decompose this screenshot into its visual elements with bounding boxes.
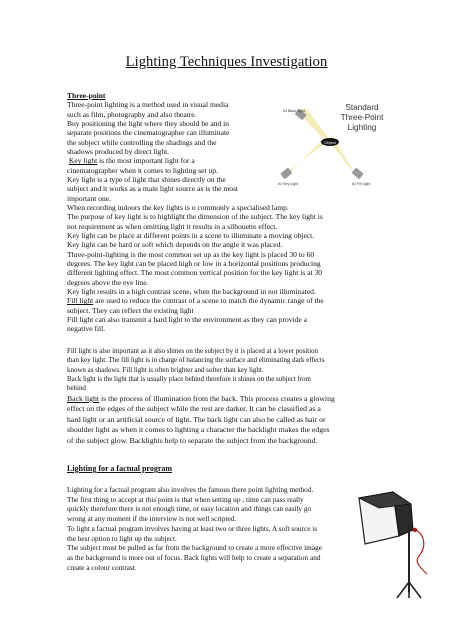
factual-line: the best option to light up the subject. (67, 533, 177, 543)
intro-line: the subject while controlling the shadings and the (67, 137, 217, 147)
key-light-line: subject and it works as a main light source as is the most (67, 184, 239, 194)
factual-line: create a colour contrast. (67, 562, 137, 572)
diagram-heading-line: Lighting (347, 123, 377, 132)
factual-body (67, 485, 367, 572)
key-light-rest: is the most important light for a (97, 156, 195, 166)
intro-line: Three-point lighting is a method used in visual media (67, 100, 229, 110)
back-light-line: of the subject glow. Backlights help to separate the subject from the background. (67, 435, 318, 445)
fill-light-intro (67, 296, 392, 305)
intro-line: such as film, photography and also theatre. (67, 109, 197, 119)
body-line: Key light can be place at different points in a scene to illuminate a moving object. (67, 231, 315, 241)
softbox-light-image (353, 490, 431, 600)
key-light-lamp-icon (280, 167, 292, 179)
fill-light-label: #2 Fill Light (352, 182, 371, 186)
factual-heading-text: Lighting for a factual program (67, 464, 173, 473)
factual-heading (67, 464, 367, 473)
body-line: degrees. The key light can be placed high or low in a horizontal positions producing (67, 259, 321, 269)
factual-line: as the background is more out of focus. Back lights will help to create a separation and (67, 552, 321, 562)
three-point-body (67, 203, 392, 334)
back-light-line: effect on the edges of the subject while the rest are darker. It can be classified as a (67, 404, 321, 414)
back-light-line: shoulder light as when it comes to lighting a character the backlight makes the edges (67, 425, 330, 435)
stand-knob-icon (413, 528, 417, 532)
three-point-diagram (268, 98, 390, 194)
factual-line: To light a factual program involves having at least two or three lights. A soft source is (67, 523, 318, 533)
body-line: The purpose of key light is to highlight the dimension of the subject. The key light is (67, 212, 323, 222)
fill-light-line: Fill light can also transmit a hard light to the environment as they can provide a (67, 315, 307, 325)
key-light-line: cinematographer when it comes to lighting set up. (67, 165, 218, 175)
key-light-label: #1 Key Light (278, 182, 298, 186)
fill-small-line: Fill light is also important as it also shines on the subject by it is placed at a lower position (67, 347, 319, 355)
body-line: degrees above the eye line. (67, 277, 149, 287)
stand-leg-icon (397, 582, 409, 598)
key-light-line: important one. (67, 193, 112, 203)
factual-line: Lighting for a factual program also involves the famous there point lighting method. (67, 485, 314, 494)
fill-light-term: Fill light (67, 296, 94, 306)
back-light-label: #3 Back Light (283, 109, 305, 113)
back-light-section (67, 394, 397, 446)
fill-light-lamp-icon (352, 167, 364, 179)
intro-line: Buy positioning the light where they should be and in (67, 119, 230, 129)
back-light-term: Back light (67, 394, 100, 403)
key-light-term: Key light (68, 156, 98, 166)
three-point-intro (67, 91, 272, 203)
fill-light-line: subject. They can reflect the existing light (67, 305, 194, 315)
diagram-heading-line: Standard (345, 103, 379, 112)
factual-line: The subject must be pulled as far from the background to create a more effective image (67, 543, 322, 553)
fill-small-line: Back light is the light that is usually place behind therefore it shines on the subject from (67, 374, 311, 383)
back-light-intro (67, 394, 397, 404)
diagram-heading-line: Three-Point (340, 113, 384, 122)
intro-line: separate positions the cinematographer can illuminate (67, 128, 230, 138)
factual-line: The first thing to accept at this point is that when setting up , time can pass really (67, 494, 304, 504)
power-cable-icon (413, 528, 427, 574)
intro-line: shadows produced by direct light. (67, 147, 170, 157)
factual-line: wrong at any moment if the interview is not well scripted. (67, 514, 237, 524)
key-light-intro (67, 156, 272, 165)
body-line: Key light can be hard or soft which depends on the angle it was placed. (67, 240, 283, 250)
body-line: different lighting effect. The most common vertical position for the key light is at 30 (67, 268, 323, 278)
fill-light-line: negative fill. (67, 324, 106, 334)
three-point-heading: Three-point (67, 91, 106, 100)
back-light-rest: is the process of illumination from the back. This process creates a glowing (99, 394, 335, 403)
fill-light-rest: are used to reduce the contrast of a scene to match the dynamic range of the (93, 296, 324, 306)
body-line: When recording indoors the key lights is o commonly a specialised lamp. (67, 203, 289, 212)
back-light-line: hard light or an artificial source of light. The back light can also be called as hair or (67, 414, 326, 424)
fill-light-small (67, 347, 397, 393)
fill-small-line: than key light. The fill light is in charge of balancing the surface and eliminating dark effects (67, 356, 325, 365)
fill-small-line: behind (67, 384, 86, 393)
fill-small-line: known as shadows. Fill light is often brighter and softer than key light. (67, 365, 264, 374)
page-title: Lighting Techniques Investigation (125, 54, 328, 70)
stand-leg-icon (409, 582, 421, 598)
body-line: Key light results in a high contrast scene, when the background in not illuminated. (67, 287, 316, 297)
factual-line: quickly therefore there is not enough time, or easy location and things can easily go (67, 504, 312, 514)
body-line: Three-point-lighting is the most common set up as the key light is placed 30 to 60 (67, 249, 315, 259)
key-light-line: Key light is a type of light that shines directly on the (67, 175, 226, 185)
body-line: not requirement as when omitting light it results in a silhouette effect. (67, 221, 278, 231)
object-label: Object (324, 139, 336, 145)
